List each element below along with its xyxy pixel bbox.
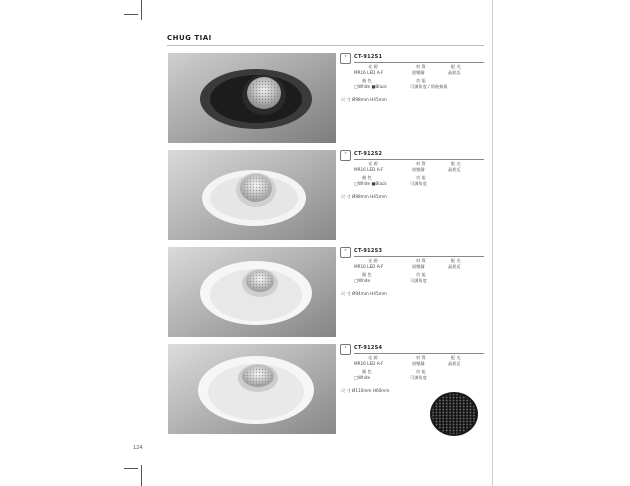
color-header: 顏 色 <box>362 272 372 277</box>
spec-rule <box>354 159 484 160</box>
product-badge: ☀ <box>340 150 351 161</box>
function-header: 功 能 <box>416 369 426 374</box>
function-value: 可調角度 <box>410 181 427 186</box>
dimension-text: 尺 寸 Ø94mm H45mm <box>341 291 387 296</box>
color-header: 顏 色 <box>362 369 372 374</box>
product-block <box>168 247 484 337</box>
feature-value: 晶鋁反 <box>448 264 461 269</box>
page-gutter-line <box>492 0 493 486</box>
page-number: 124 <box>133 445 143 451</box>
light-source-value: MR16 LED A-F <box>354 70 384 75</box>
function-header: 功 能 <box>416 272 426 277</box>
product-badge: ☀ <box>340 53 351 64</box>
function-value: 可調角度 <box>410 375 427 380</box>
model-number: CT-912S3 <box>354 248 383 254</box>
color-value: □White ■Black <box>354 181 387 186</box>
product-badge: ☀ <box>340 247 351 258</box>
feature-header: 配 光 <box>451 258 461 263</box>
product-block <box>168 150 484 240</box>
light-source-value: MR16 LED A-F <box>354 167 384 172</box>
crop-mark <box>141 0 142 20</box>
product-photo <box>168 247 336 337</box>
product-photo <box>168 150 336 240</box>
function-value: 可調角度 <box>410 278 427 283</box>
color-value: □White ■Black <box>354 84 387 89</box>
material-value: 鋁壓鑄 <box>412 70 425 75</box>
material-value: 鋁壓鑄 <box>412 361 425 366</box>
light-source-value: MR16 LED A-F <box>354 361 384 366</box>
light-source-header: 光 源 <box>368 355 378 360</box>
light-source-header: 光 源 <box>368 161 378 166</box>
brand-logo: CHUG TIAI <box>167 34 212 42</box>
product-photo <box>168 53 336 143</box>
light-source-header: 光 源 <box>368 64 378 69</box>
light-source-value: MR16 LED A-F <box>354 264 384 269</box>
function-value: 可調角度 / 防眩蜂巢 <box>410 84 448 89</box>
product-badge: ☀ <box>340 344 351 355</box>
feature-value: 晶鋁反 <box>448 361 461 366</box>
model-number: CT-912S1 <box>354 54 383 60</box>
spec-panel <box>340 247 484 337</box>
function-header: 功 能 <box>416 175 426 180</box>
spec-rule <box>354 353 484 354</box>
dimension-text: 尺 寸 Ø98mm H45mm <box>341 194 387 199</box>
spec-rule <box>354 256 484 257</box>
color-header: 顏 色 <box>362 175 372 180</box>
crop-mark <box>141 465 142 486</box>
feature-value: 晶鋁反 <box>448 167 461 172</box>
crop-mark <box>124 14 138 15</box>
color-header: 顏 色 <box>362 78 372 83</box>
material-header: 材 質 <box>416 161 426 166</box>
spec-panel <box>340 150 484 240</box>
feature-value: 晶鋁反 <box>448 70 461 75</box>
material-value: 鋁壓鑄 <box>412 264 425 269</box>
crop-mark <box>124 468 138 469</box>
function-header: 功 能 <box>416 78 426 83</box>
feature-header: 配 光 <box>451 355 461 360</box>
material-value: 鋁壓鑄 <box>412 167 425 172</box>
spec-rule <box>354 62 484 63</box>
feature-header: 配 光 <box>451 161 461 166</box>
product-photo <box>168 344 336 434</box>
material-header: 材 質 <box>416 258 426 263</box>
material-header: 材 質 <box>416 355 426 360</box>
model-number: CT-912S4 <box>354 345 383 351</box>
dimension-text: 尺 寸 Ø110mm H60mm <box>341 388 390 393</box>
dimension-text: 尺 寸 Ø98mm H45mm <box>341 97 387 102</box>
feature-header: 配 光 <box>451 64 461 69</box>
spec-panel <box>340 53 484 143</box>
product-block <box>168 53 484 143</box>
material-header: 材 質 <box>416 64 426 69</box>
honeycomb-accessory-photo <box>428 390 480 438</box>
header-rule <box>167 45 484 46</box>
color-value: □White <box>354 278 371 283</box>
model-number: CT-912S2 <box>354 151 383 157</box>
light-source-header: 光 源 <box>368 258 378 263</box>
color-value: □White <box>354 375 371 380</box>
